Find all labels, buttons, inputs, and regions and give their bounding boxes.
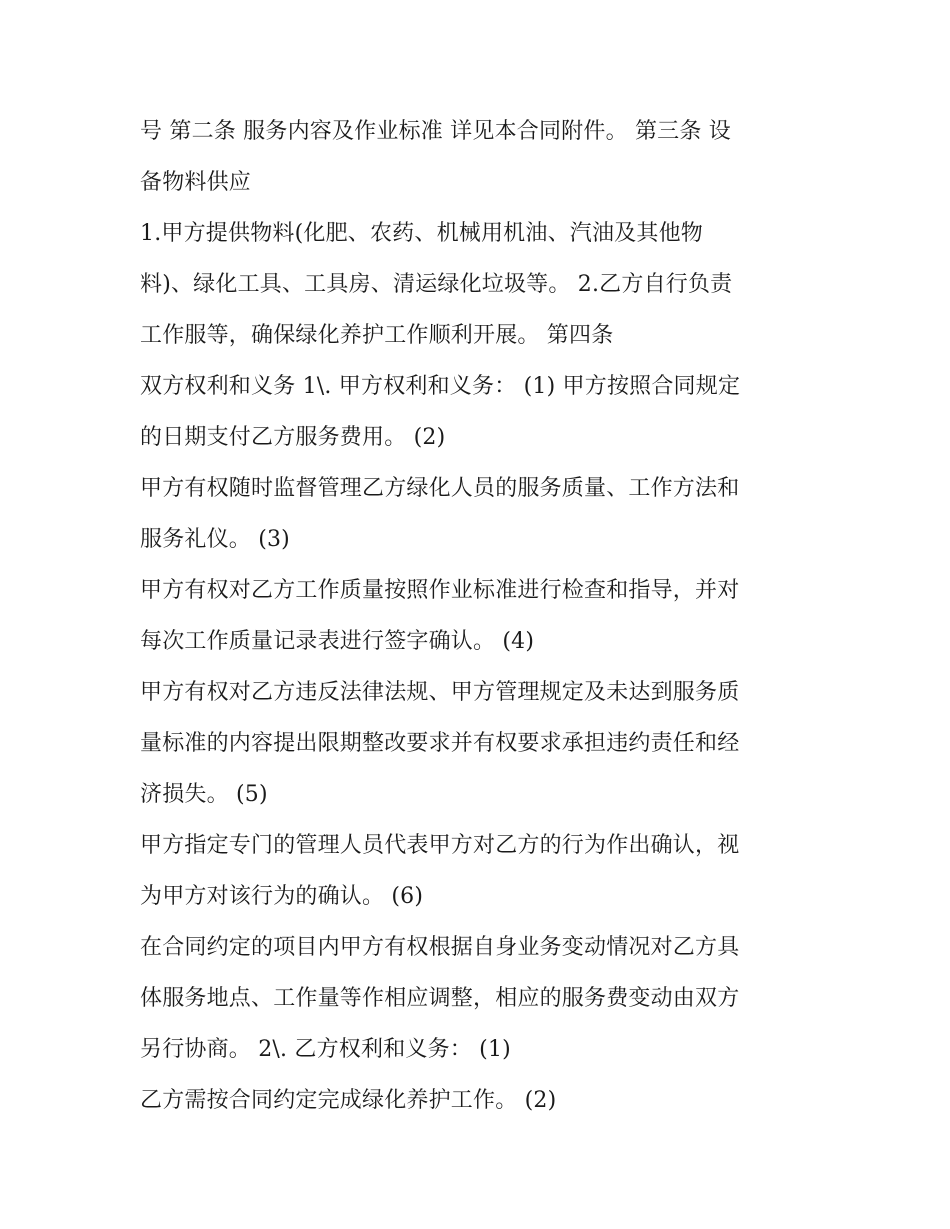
text-line: 量标准的内容提出限期整改要求并有权要求承担违约责任和经 xyxy=(140,731,740,756)
text-line: 服务礼仪。 (3) xyxy=(140,527,290,552)
text-line: 双方权利和义务 1\. 甲方权利和义务： (1) 甲方按照合同规定 xyxy=(140,374,741,399)
text-line: 体服务地点、工作量等作相应调整，相应的服务费变动由双方 xyxy=(140,986,740,1011)
text-line: 工作服等，确保绿化养护工作顺利开展。 第四条 xyxy=(140,323,614,348)
text-line: 甲方指定专门的管理人员代表甲方对乙方的行为作出确认，视 xyxy=(140,833,740,858)
contract-text xyxy=(140,106,830,1126)
text-line: 另行协商。 2\. 乙方权利和义务： (1) xyxy=(140,1037,511,1062)
text-line: 的日期支付乙方服务费用。 (2) xyxy=(140,425,446,450)
text-line: 备物料供应 xyxy=(140,170,252,195)
text-line: 每次工作质量记录表进行签字确认。 (4) xyxy=(140,629,535,654)
text-line: 1.甲方提供物料(化肥、农药、机械用机油、汽油及其他物 xyxy=(140,221,703,246)
text-line: 号 第二条 服务内容及作业标准 详见本合同附件。 第三条 设 xyxy=(140,119,731,144)
text-line: 料)、绿化工具、工具房、清运绿化垃圾等。 2.乙方自行负责 xyxy=(140,272,733,297)
text-line: 为甲方对该行为的确认。 (6) xyxy=(140,884,424,909)
text-line: 甲方有权对乙方违反法律法规、甲方管理规定及未达到服务质 xyxy=(140,680,740,705)
text-line: 甲方有权对乙方工作质量按照作业标准进行检查和指导，并对 xyxy=(140,578,740,603)
text-line: 在合同约定的项目内甲方有权根据自身业务变动情况对乙方具 xyxy=(140,935,740,960)
text-line: 乙方需按合同约定完成绿化养护工作。 (2) xyxy=(140,1088,557,1113)
text-line: 济损失。 (5) xyxy=(140,782,268,807)
text-line: 甲方有权随时监督管理乙方绿化人员的服务质量、工作方法和 xyxy=(140,476,740,501)
